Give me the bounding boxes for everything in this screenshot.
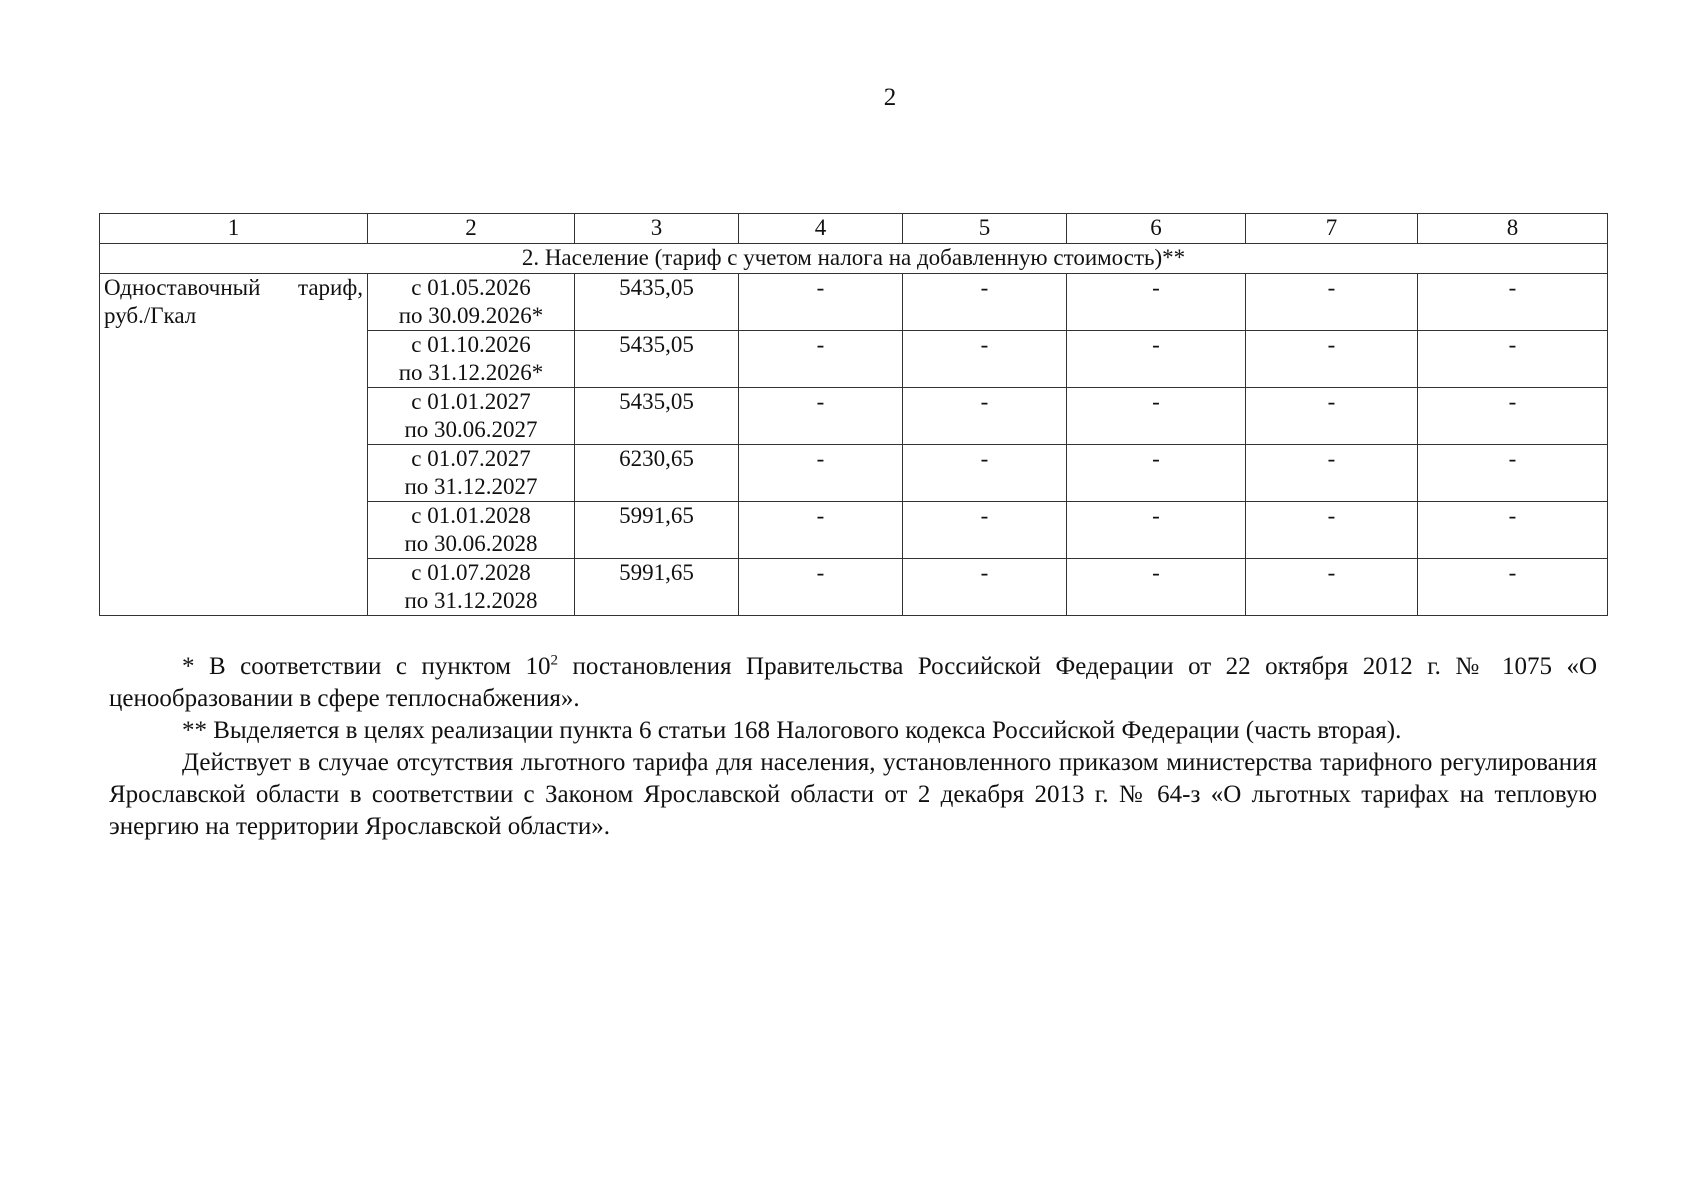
empty-value: -	[739, 559, 903, 616]
empty-value: -	[739, 274, 903, 331]
empty-value: -	[1246, 559, 1418, 616]
period-to: по 30.06.2028	[404, 531, 538, 556]
column-number: 8	[1418, 214, 1608, 244]
period-from: с 01.01.2028	[411, 503, 531, 528]
section-title: 2. Население (тариф с учетом налога на добавленную стоимость)**	[100, 244, 1608, 274]
column-number: 1	[100, 214, 368, 244]
empty-value: -	[903, 445, 1067, 502]
footnote-2: ** Выделяется в целях реализации пункта 6 статьи 168 Налогового кодекса Российской Федерации (часть вторая).	[182, 717, 1402, 744]
column-number: 6	[1067, 214, 1246, 244]
period-from: с 01.01.2027	[411, 389, 531, 414]
empty-value: -	[1246, 331, 1418, 388]
empty-value: -	[1418, 388, 1608, 445]
empty-value: -	[1418, 502, 1608, 559]
column-number: 2	[368, 214, 575, 244]
empty-value: -	[1067, 559, 1246, 616]
empty-value: -	[1246, 388, 1418, 445]
page-number: 2	[883, 84, 897, 111]
column-number: 4	[739, 214, 903, 244]
empty-value: -	[1418, 274, 1608, 331]
table-header-row	[100, 214, 1608, 244]
tariff-value: 5435,05	[575, 388, 739, 445]
period-cell	[368, 445, 575, 502]
period-to: по 31.12.2026*	[398, 360, 544, 385]
footnote-1	[109, 651, 1597, 715]
empty-value: -	[739, 388, 903, 445]
column-number: 5	[903, 214, 1067, 244]
empty-value: -	[739, 445, 903, 502]
period-to: по 30.06.2027	[404, 417, 538, 442]
footnote-1-prefix: * В соответствии с пунктом 10	[182, 653, 551, 680]
table-row	[100, 274, 1608, 331]
period-from: с 01.07.2028	[411, 560, 531, 585]
empty-value: -	[903, 274, 1067, 331]
period-cell	[368, 388, 575, 445]
empty-value: -	[903, 559, 1067, 616]
empty-value: -	[1067, 274, 1246, 331]
empty-value: -	[903, 331, 1067, 388]
empty-value: -	[1418, 331, 1608, 388]
period-to: по 30.09.2026*	[398, 303, 544, 328]
empty-value: -	[1246, 502, 1418, 559]
footnotes	[109, 651, 1597, 843]
empty-value: -	[903, 388, 1067, 445]
footnote-1-superscript: 2	[550, 652, 558, 669]
period-cell	[368, 559, 575, 616]
empty-value: -	[1067, 502, 1246, 559]
tariff-value: 5991,65	[575, 502, 739, 559]
tariff-name-cell	[100, 274, 368, 616]
footnote-3: Действует в случае отсутствия льготного тарифа для населения, установленного приказом министерства тарифного регулирования Ярославской области в соответствии с Законом Ярославской области от 2 декабря 2013 г. № 64-з «О льготных тарифах на тепловую энергию на территории Ярославской области».	[109, 749, 1597, 840]
tariff-value: 5435,05	[575, 274, 739, 331]
empty-value: -	[1418, 559, 1608, 616]
tariff-value: 5435,05	[575, 331, 739, 388]
section-title-row	[100, 244, 1608, 274]
empty-value: -	[1246, 274, 1418, 331]
empty-value: -	[1246, 445, 1418, 502]
empty-value: -	[1067, 445, 1246, 502]
period-to: по 31.12.2028	[404, 588, 538, 613]
tariff-value: 6230,65	[575, 445, 739, 502]
period-from: с 01.10.2026	[411, 332, 531, 357]
period-cell	[368, 331, 575, 388]
period-cell	[368, 502, 575, 559]
empty-value: -	[1067, 331, 1246, 388]
tariff-name: Одноставочный тариф,	[104, 275, 363, 300]
period-cell	[368, 274, 575, 331]
empty-value: -	[739, 502, 903, 559]
tariff-table	[99, 213, 1608, 616]
empty-value: -	[1067, 388, 1246, 445]
empty-value: -	[1418, 445, 1608, 502]
column-number: 7	[1246, 214, 1418, 244]
column-number: 3	[575, 214, 739, 244]
footnote-1-suffix: постановления Правительства Российской Федерации от 22 октября 2012 г. № 1075 «О ценообразовании в сфере теплоснабжения».	[109, 653, 1598, 712]
period-from: с 01.07.2027	[411, 446, 531, 471]
period-to: по 31.12.2027	[404, 474, 538, 499]
tariff-unit: руб./Гкал	[104, 303, 197, 328]
tariff-value: 5991,65	[575, 559, 739, 616]
empty-value: -	[739, 331, 903, 388]
period-from: с 01.05.2026	[411, 275, 531, 300]
empty-value: -	[903, 502, 1067, 559]
